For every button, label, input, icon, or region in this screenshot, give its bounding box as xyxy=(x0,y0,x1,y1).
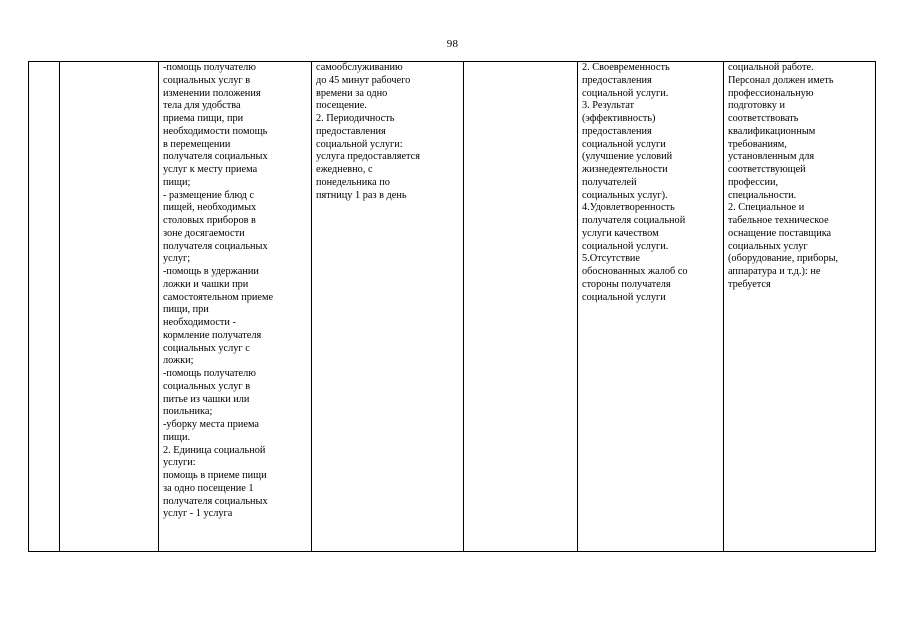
cell-text-line: получателя социальных xyxy=(163,151,268,163)
cell-text-line: приема пищи, при xyxy=(163,113,244,124)
page-number: 98 xyxy=(446,38,459,50)
cell-text-line: -помощь получателю xyxy=(163,368,256,379)
cell-text-line: социальной услуги. xyxy=(582,240,669,252)
cell-text-line: требованиям, xyxy=(728,138,787,150)
cell-text-line: стороны получателя xyxy=(582,278,671,290)
cell-text-line: услуг к месту приема xyxy=(163,164,258,175)
cell-text-line: получателя социальных xyxy=(163,495,268,507)
table-cell-col-1 xyxy=(29,62,60,552)
cell-text-line: 2. Своевременность xyxy=(582,62,670,73)
cell-text-line: социальных услуг). xyxy=(582,189,668,201)
cell-text-line: зоне досягаемости xyxy=(163,227,245,239)
cell-text-line: социальной услуги: xyxy=(316,138,403,150)
cell-text-line: самообслуживанию xyxy=(316,62,403,73)
cell-text-line: помощь в приеме пищи xyxy=(163,470,267,481)
cell-text-line: ложки; xyxy=(163,355,194,367)
cell-text-line: аппаратура и т.д.): не xyxy=(728,266,821,277)
cell-text-line: жизнедеятельности xyxy=(582,164,668,175)
cell-text-line: (оборудование, приборы, xyxy=(728,253,839,265)
cell-text-line: пищей, необходимых xyxy=(163,202,257,214)
cell-text-line: подготовку и xyxy=(728,100,786,112)
cell-text-line: пятницу 1 раз в день xyxy=(316,189,407,201)
cell-text-line: социальной услуги. xyxy=(582,87,669,99)
cell-text-line: получателя социальной xyxy=(582,215,686,226)
cell-text-line: услуга предоставляется xyxy=(316,151,420,163)
cell-text-line: предоставления xyxy=(582,74,652,86)
cell-text-line: -помощь получателю xyxy=(163,62,256,73)
cell-text-line: ежедневно, с xyxy=(316,164,373,175)
cell-text-line: специальности. xyxy=(728,189,797,201)
cell-text-line: в перемещении xyxy=(163,138,231,150)
cell-text-line: социальной услуги xyxy=(582,138,666,150)
table-cell-service-periodicity xyxy=(312,62,464,552)
cell-text-line: посещение. xyxy=(316,100,367,112)
cell-text-line: профессиональную xyxy=(728,87,814,99)
cell-text-line: обоснованных жалоб со xyxy=(582,266,688,277)
cell-text-line: времени за одно xyxy=(316,87,388,99)
cell-text-line: социальных услуг в xyxy=(163,380,251,392)
cell-text-line: соответствующей xyxy=(728,164,806,175)
cell-text-line: столовых приборов в xyxy=(163,215,256,226)
cell-text-line: требуется xyxy=(728,278,771,290)
services-table xyxy=(28,61,876,552)
cell-text-line: социальной работе. xyxy=(728,62,814,73)
table-cell-col-5 xyxy=(464,62,578,552)
cell-text-line: пищи; xyxy=(163,176,191,188)
cell-text-line: 2. Периодичность xyxy=(316,113,395,124)
cell-text-line: соответствовать xyxy=(728,113,799,124)
cell-text-line: предоставления xyxy=(316,125,386,137)
cell-text-line: социальных услуг с xyxy=(163,342,250,354)
table-cell-conditions xyxy=(724,62,876,552)
cell-text-line: услуг; xyxy=(163,253,191,265)
cell-text-line: получателей xyxy=(582,176,637,188)
cell-text-line: 5.Отсутствие xyxy=(582,253,641,265)
cell-text-line: -уборку места приема xyxy=(163,419,259,430)
table-cell-quality-indicators xyxy=(578,62,724,552)
cell-text-line: получателя социальных xyxy=(163,240,268,252)
cell-text-line: установленным для xyxy=(728,151,815,163)
table-cell-col-2 xyxy=(60,62,159,552)
cell-text-line: 3. Результат xyxy=(582,100,635,112)
cell-text-line: (эффективность) xyxy=(582,113,656,124)
table-row xyxy=(29,62,876,552)
cell-text-line: оснащение поставщика xyxy=(728,227,832,239)
cell-text-line: предоставления xyxy=(582,125,652,137)
cell-text-line: тела для удобства xyxy=(163,100,241,112)
cell-text-line: кормление получателя xyxy=(163,329,262,341)
cell-text-line: поильника; xyxy=(163,406,213,418)
cell-text-line: Персонал должен иметь xyxy=(728,74,834,86)
cell-text-line: 4.Удовлетворенность xyxy=(582,202,675,214)
cell-text-line: за одно посещение 1 xyxy=(163,482,254,494)
cell-text-line: понедельника по xyxy=(316,176,390,188)
cell-text-line: пищи, при xyxy=(163,304,209,316)
cell-text-line: самостоятельном приеме xyxy=(163,291,274,303)
cell-text-line: 2. Единица социальной xyxy=(163,444,266,456)
cell-text-line: (улучшение условий xyxy=(582,151,673,163)
cell-text-line: необходимости - xyxy=(163,317,236,328)
cell-text-line: табельное техническое xyxy=(728,215,829,226)
cell-text-line: профессии, xyxy=(728,176,779,188)
cell-text-line: пищи. xyxy=(163,431,191,443)
cell-text-line: услуги: xyxy=(163,457,196,469)
cell-text-line: социальной услуги xyxy=(582,291,666,303)
cell-text-line: до 45 минут рабочего xyxy=(316,74,411,86)
cell-text-line: квалификационным xyxy=(728,125,816,137)
table-cell-service-description xyxy=(159,62,312,552)
cell-text-line: - размещение блюд с xyxy=(163,189,255,201)
cell-text-line: -помощь в удержании xyxy=(163,266,259,277)
cell-text-line: необходимости помощь xyxy=(163,125,268,137)
cell-text-line: питье из чашки или xyxy=(163,393,250,405)
cell-text-line: 2. Специальное и xyxy=(728,202,805,214)
cell-text-line: ложки и чашки при xyxy=(163,278,249,290)
cell-text-line: социальных услуг в xyxy=(163,74,251,86)
cell-text-line: услуги качеством xyxy=(582,227,659,239)
cell-text-line: социальных услуг xyxy=(728,240,808,252)
cell-text-line: услуг - 1 услуга xyxy=(163,508,233,520)
cell-text-line: изменении положения xyxy=(163,87,261,99)
